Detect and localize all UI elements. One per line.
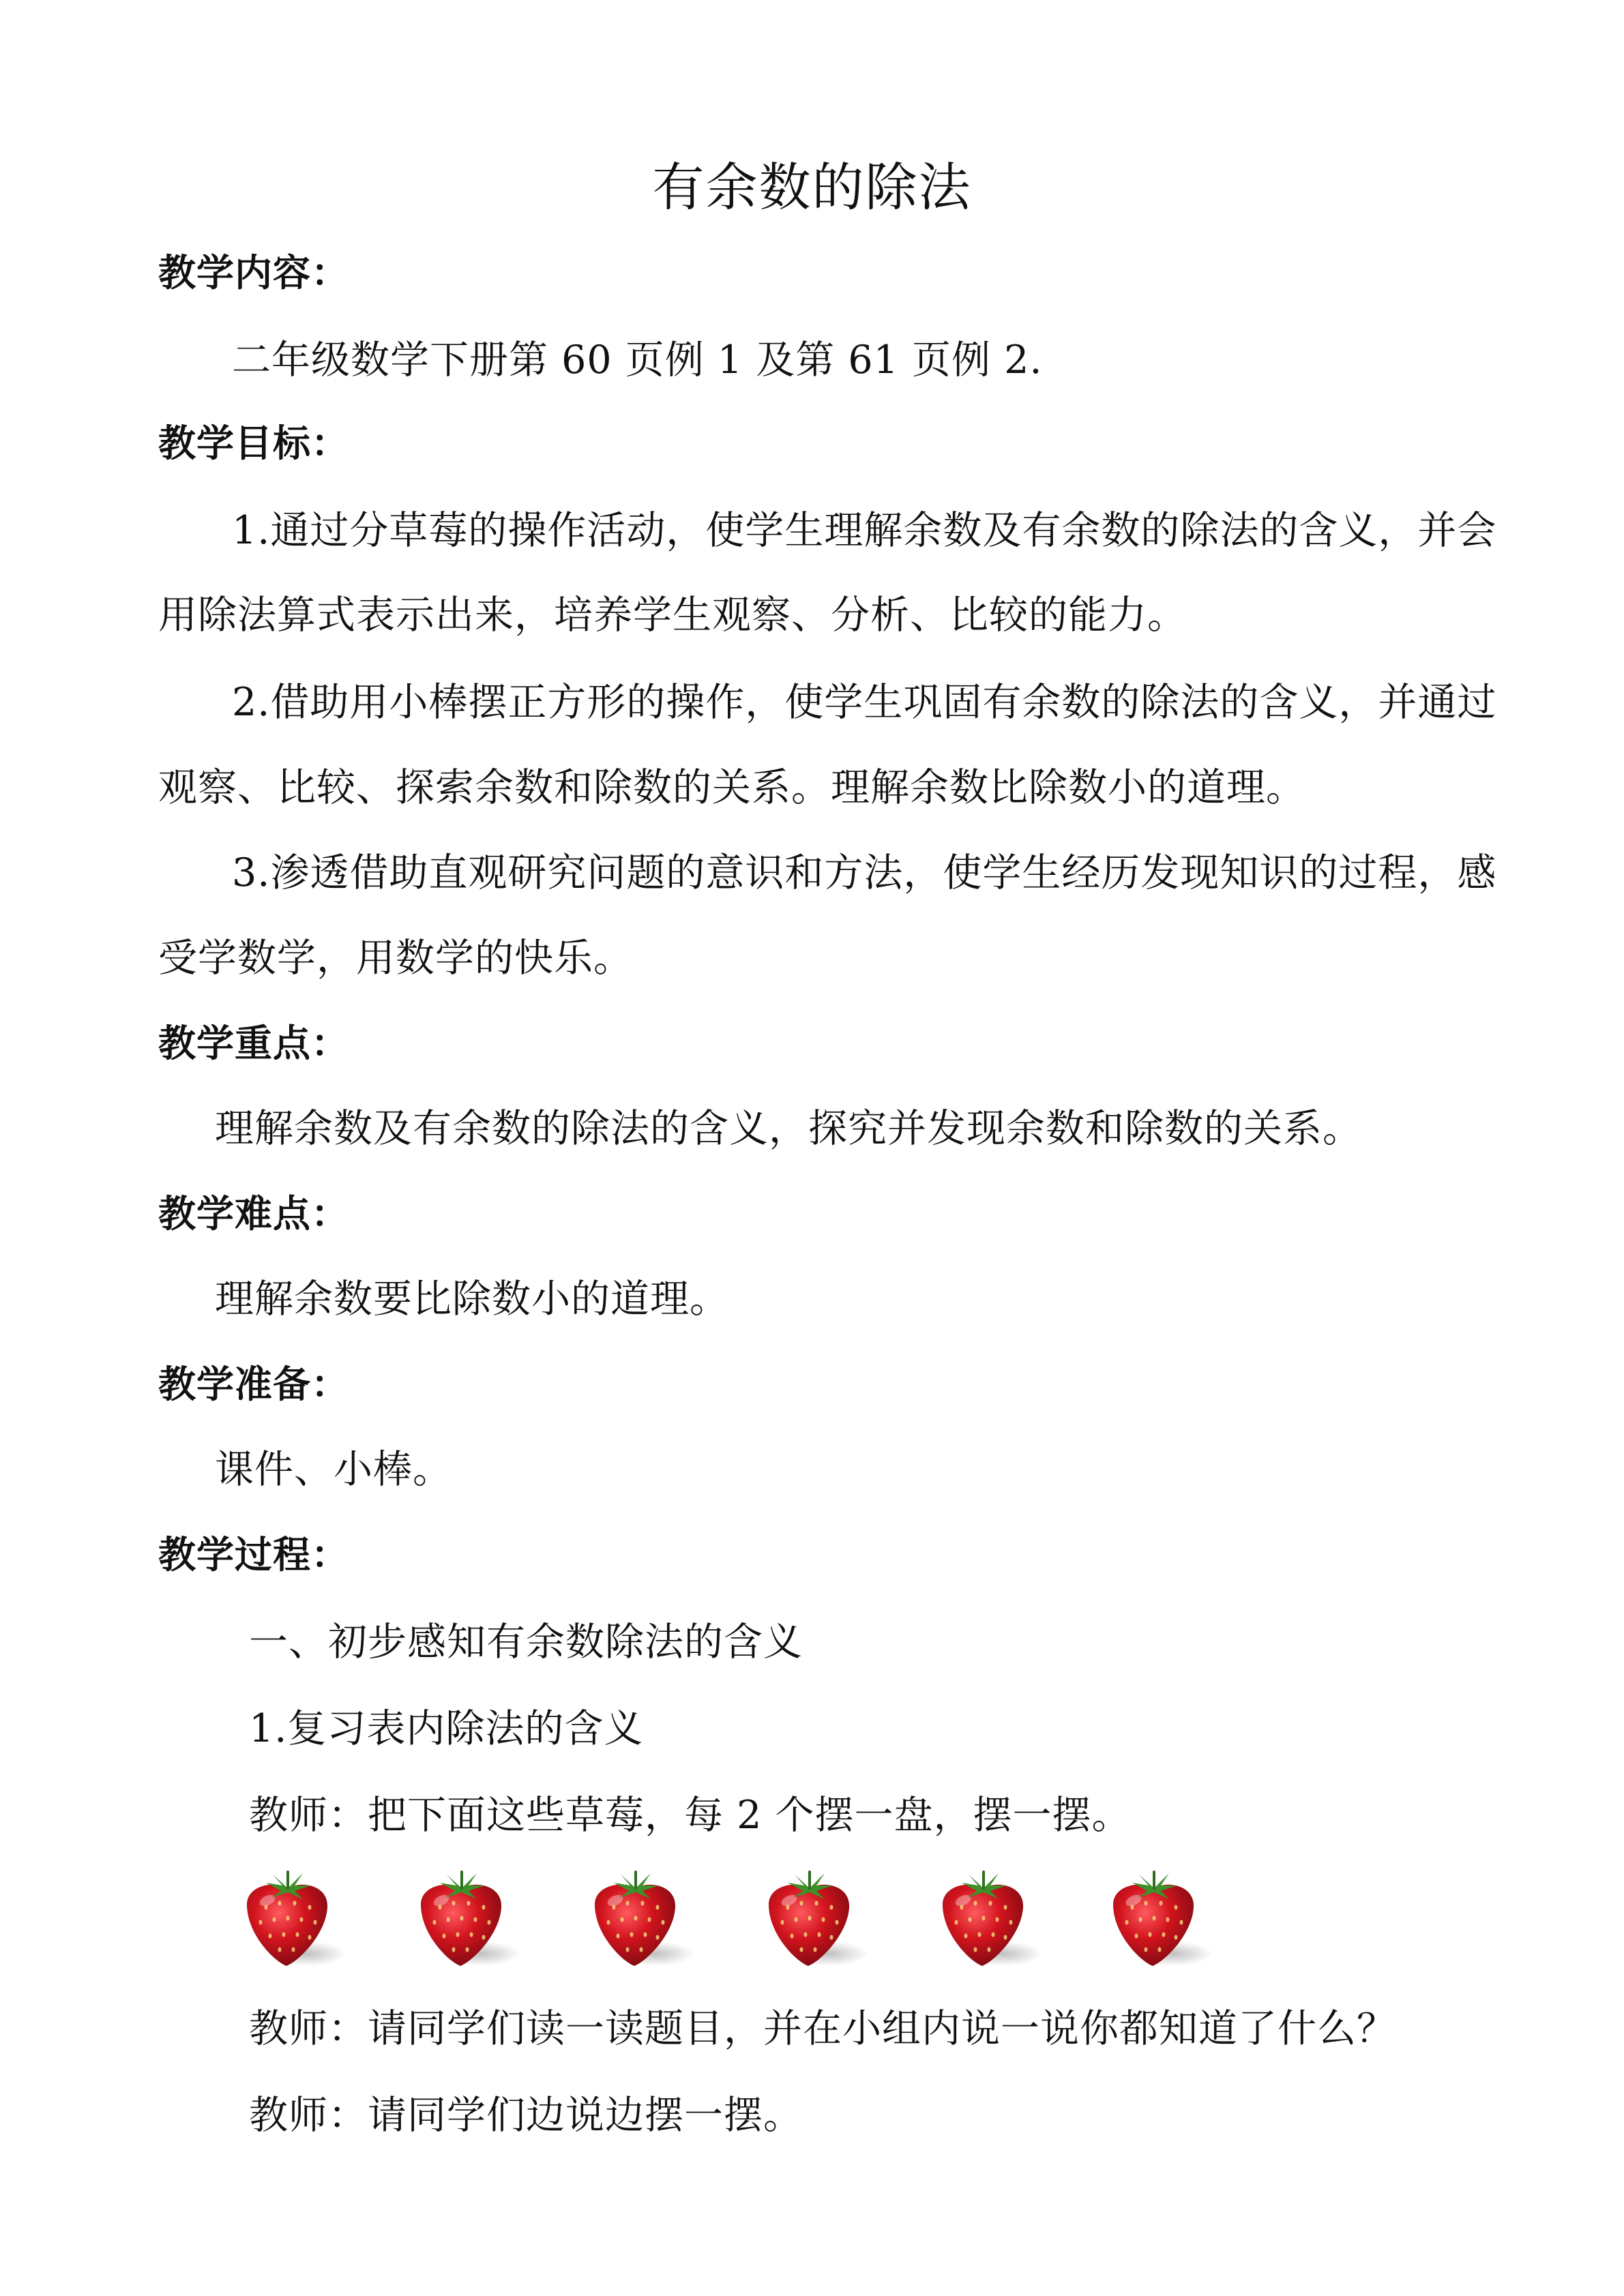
- section-heading-prep: 教学准备：: [158, 1362, 350, 1406]
- strawberry-icon: [406, 1865, 522, 1974]
- goal-2-line-1: 2.借助用小棒摆正方形的操作，使学生巩固有余数的除法的含义，并通过: [232, 680, 1497, 725]
- strawberry-icon: [232, 1865, 348, 1974]
- strawberry-icon: [754, 1865, 870, 1974]
- strawberry-icon: [928, 1865, 1044, 1974]
- section-heading-process: 教学过程：: [158, 1533, 350, 1577]
- goal-3-line-2: 受学数学，用数学的快乐。: [158, 936, 633, 981]
- goal-1-line-1: 1.通过分草莓的操作活动，使学生理解余数及有余数的除法的含义，并会: [232, 508, 1497, 553]
- prep-text: 课件、小棒。: [215, 1447, 452, 1492]
- section-heading-key: 教学重点：: [158, 1022, 350, 1065]
- step-1-title: 一、初步感知有余数除法的含义: [249, 1620, 803, 1665]
- step-1-subtitle: 1.复习表内除法的含义: [249, 1706, 644, 1751]
- goal-3-line-1: 3.渗透借助直观研究问题的意识和方法，使学生经历发现知识的过程，感: [232, 850, 1497, 895]
- content-text: 二年级数学下册第 60 页例 1 及第 61 页例 2.: [232, 338, 1043, 383]
- difficulty-text: 理解余数要比除数小的道理。: [215, 1277, 729, 1322]
- strawberry-icon: [580, 1865, 696, 1974]
- page-title: 有余数的除法: [652, 157, 972, 218]
- section-heading-goals: 教学目标：: [158, 421, 350, 465]
- section-heading-content: 教学内容：: [158, 251, 350, 295]
- teacher-instruction-1: 教师：把下面这些草莓，每 2 个摆一盘，摆一摆。: [249, 1793, 1132, 1838]
- teacher-instruction-3: 教师：请同学们边说边摆一摆。: [249, 2093, 803, 2138]
- teacher-instruction-2: 教师：请同学们读一读题目，并在小组内说一说你都知道了什么？: [249, 2006, 1396, 2051]
- strawberry-row: [232, 1865, 1296, 1978]
- goal-2-line-2: 观察、比较、探索余数和除数的关系。理解余数比除数小的道理。: [158, 765, 1305, 810]
- goal-1-line-2: 用除法算式表示出来，培养学生观察、分析、比较的能力。: [158, 593, 1187, 638]
- key-text: 理解余数及有余数的除法的含义，探究并发现余数和除数的关系。: [215, 1106, 1362, 1151]
- section-heading-difficulty: 教学难点：: [158, 1192, 350, 1236]
- strawberry-icon: [1098, 1865, 1214, 1974]
